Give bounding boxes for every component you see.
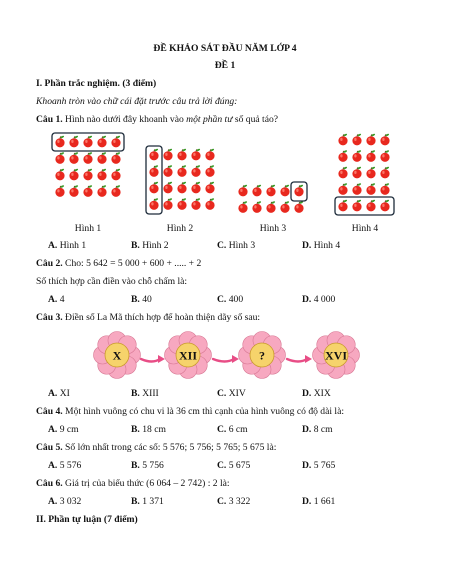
q6-option-c[interactable]: C. 3 322 — [217, 496, 251, 507]
question-6-label: Câu 6. — [36, 478, 63, 489]
q5-option-c[interactable]: C. 5 675 — [217, 460, 251, 471]
q3-option-b[interactable]: B. XIII — [131, 388, 159, 399]
q4-option-a[interactable]: A. 9 cm — [48, 424, 79, 435]
flower-3 — [239, 332, 286, 379]
q1-option-b[interactable]: B. Hình 2 — [131, 240, 169, 251]
question-6-text: Giá trị của biểu thức (6 064 – 2 742) : 2 là: — [62, 478, 230, 489]
q1-option-d[interactable]: D. Hình 4 — [302, 240, 341, 251]
flower-2 — [165, 332, 212, 379]
question-5-text: Số lớn nhất trong các số: 5 576; 5 756; 5 765; 5 675 là: — [62, 442, 277, 453]
q1-option-c[interactable]: C. Hình 3 — [217, 240, 256, 251]
q2-option-c[interactable]: C. 400 — [217, 294, 244, 305]
document-subtitle: ĐỀ 1 — [214, 60, 236, 71]
arrow-icon — [213, 355, 239, 363]
question-4 — [36, 406, 344, 417]
question-5 — [36, 442, 276, 453]
figure-label-4: Hình 4 — [351, 223, 379, 234]
section-1-heading: I. Phần trắc nghiệm. (3 điểm) — [36, 78, 157, 89]
q6-option-b[interactable]: B. 1 371 — [131, 496, 164, 507]
question-2-text: Cho: 5 642 = 5 000 + 600 + ..... + 2 — [62, 258, 202, 269]
question-4-text: Một hình vuông có chu vi là 36 cm thì cạnh của hình vuông có độ dài là: — [62, 406, 345, 417]
q4-option-d[interactable]: D. 8 cm — [302, 424, 333, 435]
question-3-options — [0, 388, 450, 402]
arrow-icon — [141, 355, 165, 363]
question-6-options — [0, 496, 450, 510]
question-1-text-after: số quả táo? — [232, 114, 279, 125]
arrow-icon — [287, 355, 312, 363]
question-4-label: Câu 4. — [36, 406, 63, 417]
q4-option-c[interactable]: C. 6 cm — [217, 424, 248, 435]
question-4-options — [0, 424, 450, 438]
q5-option-b[interactable]: B. 5 756 — [131, 460, 164, 471]
section-1-instruction: Khoanh tròn vào chữ cái đặt trước câu trả lời đúng: — [36, 96, 238, 107]
q4-option-b[interactable]: B. 18 cm — [131, 424, 166, 435]
question-2-sub: Số thích hợp cần điền vào chỗ chấm là: — [36, 276, 188, 287]
figure-label-1: Hình 1 — [74, 223, 102, 234]
q2-option-b[interactable]: B. 40 — [131, 294, 152, 305]
q3-option-d[interactable]: D. XIX — [302, 388, 331, 399]
q5-option-d[interactable]: D. 5 765 — [302, 460, 336, 471]
figure-label-3: Hình 3 — [259, 223, 287, 234]
flower-label-1: X — [112, 348, 122, 363]
q6-option-d[interactable]: D. 1 661 — [302, 496, 336, 507]
q3-option-c[interactable]: C. XIV — [217, 388, 246, 399]
flower-4 — [313, 332, 360, 379]
section-2-heading: II. Phần tự luận (7 điểm) — [36, 514, 138, 525]
flower-1 — [94, 332, 141, 379]
flower-label-2: XII — [178, 348, 198, 363]
question-6 — [36, 478, 230, 489]
document-title: ĐỀ KHẢO SÁT ĐẦU NĂM LỚP 4 — [153, 43, 297, 54]
question-1-label: Câu 1. — [36, 114, 63, 125]
question-1-text-before: Hình nào dưới đây khoanh vào — [62, 114, 187, 125]
q2-option-d[interactable]: D. 4 000 — [302, 294, 336, 305]
q3-option-a[interactable]: A. XI — [48, 388, 70, 399]
flower-label-3: ? — [259, 348, 265, 363]
figure-label-2: Hình 2 — [166, 223, 194, 234]
question-5-options — [0, 460, 450, 474]
question-3-label: Câu 3. — [36, 312, 63, 323]
q5-option-a[interactable]: A. 5 576 — [48, 460, 82, 471]
q6-option-a[interactable]: A. 3 032 — [48, 496, 82, 507]
question-2-label: Câu 2. — [36, 258, 63, 269]
question-3-text: Điền số La Mã thích hợp để hoàn thiện dãy số sau: — [62, 312, 261, 323]
question-5-label: Câu 5. — [36, 442, 63, 453]
question-1-text-italic: một phần tư — [186, 114, 233, 125]
q2-option-a[interactable]: A. 4 — [48, 294, 65, 305]
q1-option-a[interactable]: A. Hình 1 — [48, 240, 87, 251]
flower-label-4: XVI — [324, 348, 348, 363]
